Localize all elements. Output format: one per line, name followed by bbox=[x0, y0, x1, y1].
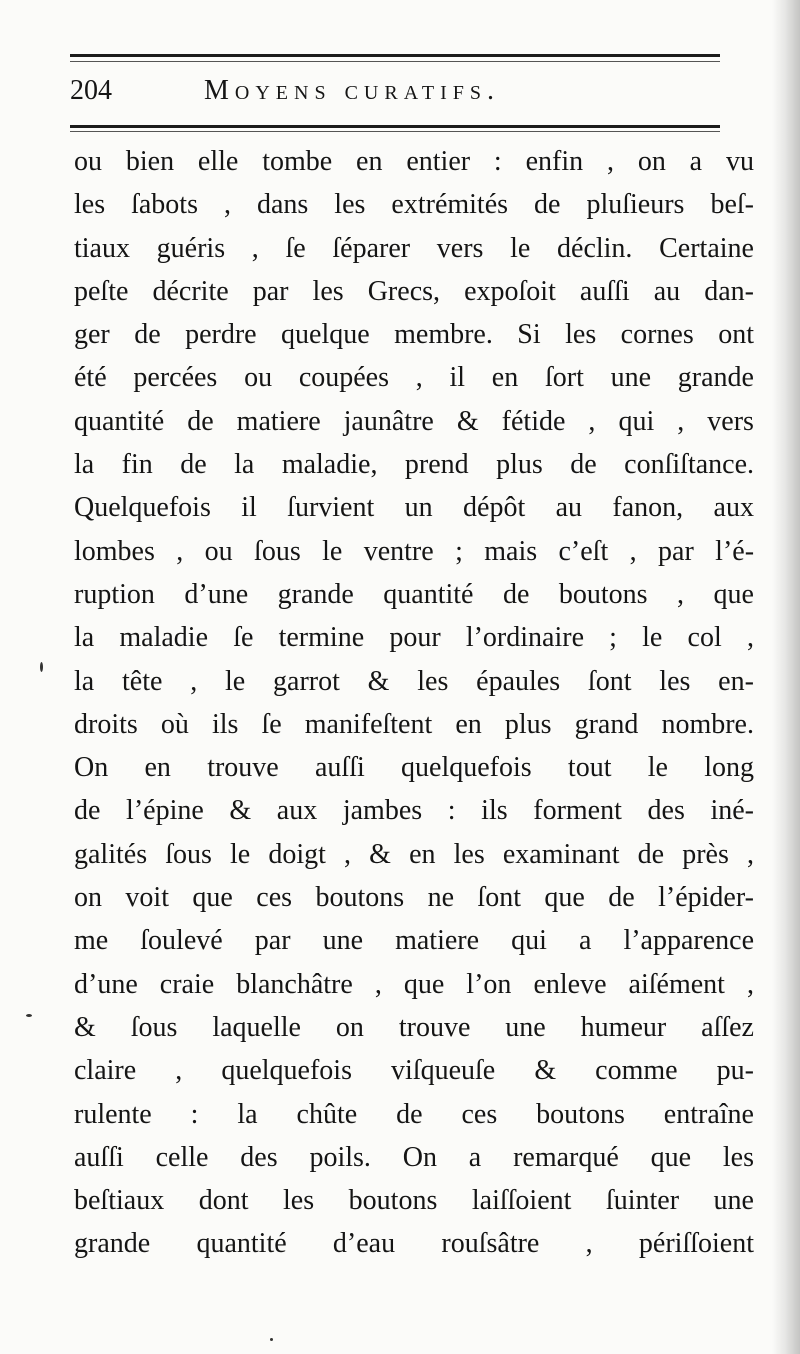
ink-speck bbox=[40, 662, 43, 672]
text-line: peſte décrite par les Grecs, expoſoit auſſi au dan- bbox=[74, 275, 755, 307]
text-line: & ſous laquelle on trouve une humeur aſſez bbox=[74, 1011, 754, 1043]
body-text bbox=[74, 140, 754, 1266]
ink-speck bbox=[270, 1338, 273, 1341]
text-line: me ſoulevé par une matiere qui a l’apparence bbox=[74, 925, 755, 957]
text-line: de l’épine & aux jambes : ils forment des iné- bbox=[74, 795, 754, 827]
text-line: beſtiaux dont les boutons laiſſoient ſuinter une bbox=[74, 1185, 754, 1217]
text-line: ruption d’une grande quantité de boutons , que bbox=[74, 578, 754, 610]
text-line: lombes , ou ſous le ventre ; mais c’eſt , par l’é- bbox=[74, 535, 755, 567]
header-bottom-rule-thin bbox=[70, 131, 720, 132]
header-top-rule-thin bbox=[70, 61, 720, 62]
text-line: la tête , le garrot & les épaules ſont les en- bbox=[74, 665, 754, 697]
text-line: claire , quelquefois viſqueuſe & comme pu- bbox=[74, 1055, 754, 1087]
text-line: ger de perdre quelque membre. Si les cornes ont bbox=[74, 319, 754, 351]
ink-speck bbox=[26, 1014, 32, 1017]
text-line: rulente : la chûte de ces boutons entraîne bbox=[74, 1098, 754, 1130]
header-bottom-rule bbox=[70, 125, 720, 128]
text-line: la maladie ſe termine pour l’ordinaire ; le col , bbox=[74, 622, 754, 654]
text-line: On en trouve auſſi quelquefois tout le long bbox=[74, 752, 755, 784]
text-line: quantité de matiere jaunâtre & fétide , qui , vers bbox=[74, 405, 754, 437]
page-edge-shadow bbox=[772, 0, 800, 1354]
text-line: ou bien elle tombe en entier : enfin , on a vu bbox=[74, 146, 754, 177]
text-line: galités ſous le doigt , & en les examinant de près , bbox=[74, 838, 754, 870]
text-line: on voit que ces boutons ne ſont que de l’épider- bbox=[74, 882, 754, 914]
text-line: droits où ils ſe manifeſtent en plus grand nombre. bbox=[74, 708, 754, 740]
header-top-rule bbox=[70, 54, 720, 57]
text-line: d’une craie blanchâtre , que l’on enleve aiſément , bbox=[74, 968, 754, 1000]
running-head: Moyens curatifs. bbox=[204, 75, 501, 106]
text-line: auſſi celle des poils. On a remarqué que les bbox=[74, 1141, 754, 1173]
text-line: les ſabots , dans les extrémités de pluſieurs beſ- bbox=[74, 189, 754, 221]
page-number: 204 bbox=[70, 75, 112, 106]
text-line: grande quantité d’eau rouſsâtre , périſſoient bbox=[74, 1228, 754, 1260]
text-line: tiaux guéris , ſe ſéparer vers le déclin. Certaine bbox=[74, 232, 754, 264]
text-line: la fin de la maladie, prend plus de conſiſtance. bbox=[74, 449, 755, 481]
text-line: Quelquefois il ſurvient un dépôt au fanon, aux bbox=[74, 492, 754, 524]
text-line: été percées ou coupées , il en ſort une grande bbox=[74, 362, 754, 394]
